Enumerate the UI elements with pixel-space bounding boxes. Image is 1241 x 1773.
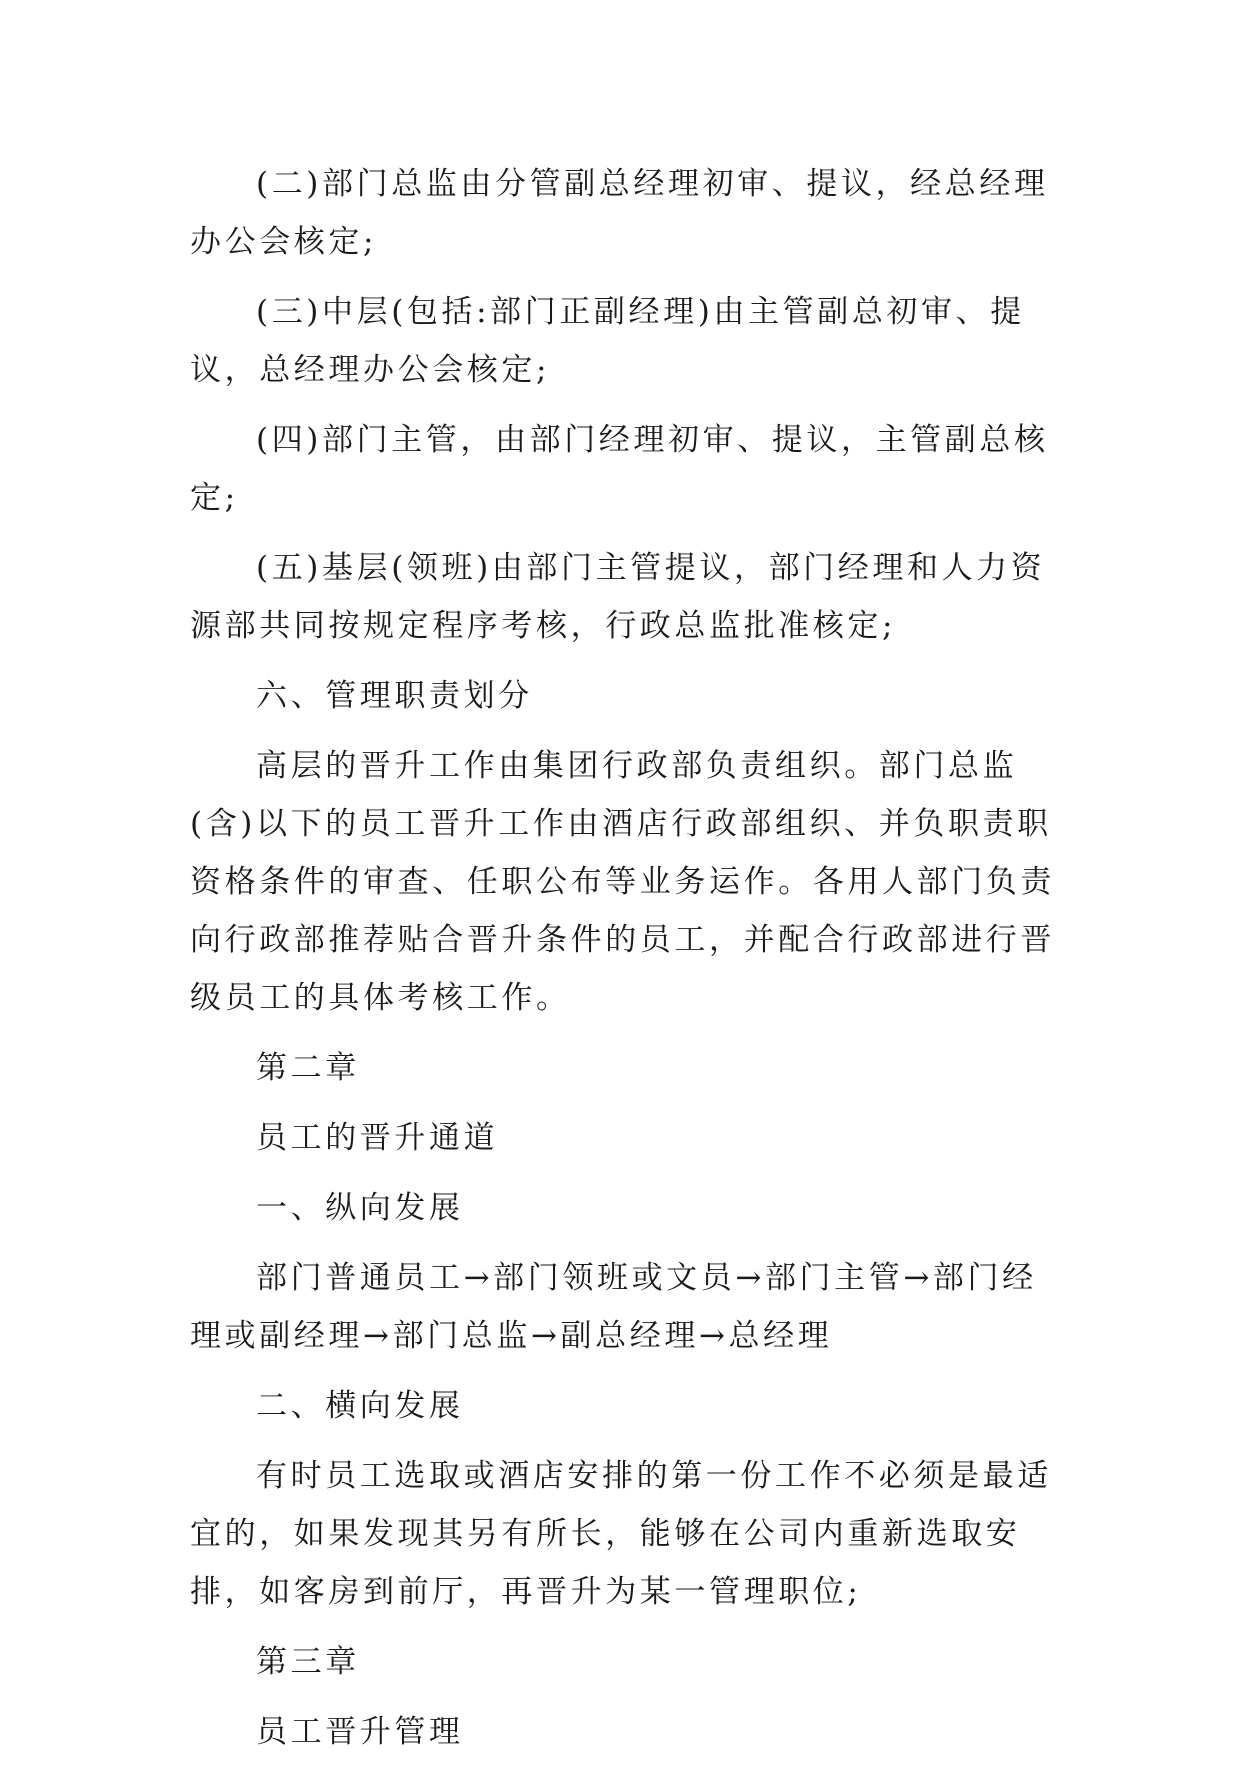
chapter-title-2: 员工的晋升通道 [256, 1120, 499, 1156]
paragraph-responsibilities: 高层的晋升工作由集团行政部负责组织。部门总监(含)以下的员工晋升工作由酒店行政部组织、并负职责职资格条件的审查、任职公布等业务运作。各用人部门负责向行政部推荐贴合晋升条件的员工，并配合行政部进行晋级员工的具体考核工作。 [190, 748, 1055, 1016]
paragraph-approval-middle: (三)中层(包括:部门正副经理)由主管副总初审、提议，总经理办公会核定; [190, 294, 1025, 388]
paragraph-approval-supervisor: (四)部门主管，由部门经理初审、提议，主管副总核定; [190, 422, 1049, 516]
paragraph-approval-base: (五)基层(领班)由部门主管提议，部门经理和人力资源部共同按规定程序考核，行政总监批准核定; [190, 550, 1046, 644]
paragraph-approval-director: (二)部门总监由分管副总经理初审、提议，经总经理办公会核定; [190, 166, 1049, 260]
chapter-heading-2: 第二章 [256, 1050, 360, 1086]
section-heading-responsibilities: 六、管理职责划分 [256, 678, 533, 714]
chapter-heading-3: 第三章 [256, 1644, 360, 1680]
section-heading-horizontal: 二、横向发展 [256, 1388, 464, 1424]
section-heading-vertical: 一、纵向发展 [256, 1190, 464, 1226]
chapter-title-3: 员工晋升管理 [256, 1714, 464, 1750]
paragraph-horizontal: 有时员工选取或酒店安排的第一份工作不必须是最适宜的，如果发现其另有所长，能够在公司内重新选取安排，如客房到前厅，再晋升为某一管理职位; [190, 1458, 1052, 1610]
document-body [190, 155, 1060, 1773]
paragraph-vertical-path: 部门普通员工→部门领班或文员→部门主管→部门经理或副经理→部门总监→副总经理→总经理 [190, 1260, 1037, 1354]
